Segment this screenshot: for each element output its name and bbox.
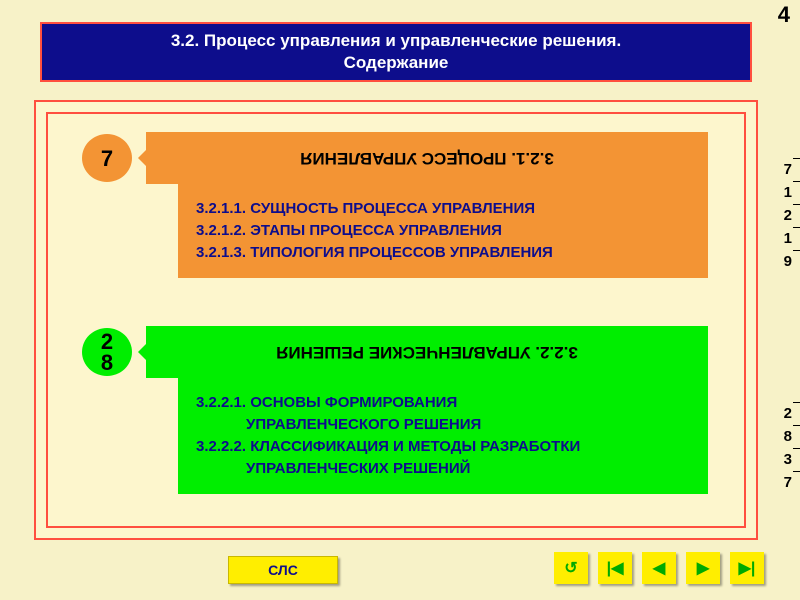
refresh-icon[interactable]: ↺ [554, 552, 588, 584]
side-number: 7 [784, 471, 792, 494]
section-1-heading: 3.2.1. ПРОЦЕСС УПРАВЛЕНИЯ [146, 132, 708, 184]
section-process-upravleniya [68, 132, 708, 278]
next-slide-icon[interactable]: ▶ [686, 552, 720, 584]
section-2-side-numbers [784, 402, 792, 494]
section-1-badge [82, 134, 132, 182]
side-number: 9 [784, 250, 792, 273]
list-item[interactable]: УПРАВЛЕНЧЕСКОГО РЕШЕНИЯ [196, 416, 482, 433]
content-frame [34, 100, 758, 540]
side-number: 2 [784, 402, 792, 425]
slc-button[interactable]: СЛС [228, 556, 338, 584]
page-title-line1: 3.2. Процесс управления и управленческие решения. [170, 31, 622, 50]
side-number: 1 [784, 227, 792, 250]
section-1-side-numbers [784, 158, 792, 273]
list-item[interactable]: 3.2.1.1. СУЩНОСТЬ ПРОЦЕССА УПРАВЛЕНИЯ [196, 200, 536, 217]
section-2-badge-value-1: 2 [100, 329, 114, 354]
list-item[interactable]: 3.2.1.2. ЭТАПЫ ПРОЦЕССА УПРАВЛЕНИЯ [196, 222, 502, 239]
side-number: 1 [784, 181, 792, 204]
section-2-banner-wrap [68, 326, 708, 378]
list-item[interactable]: УПРАВЛЕНЧЕСКИХ РЕШЕНИЙ [196, 460, 471, 477]
side-number: 7 [784, 158, 792, 181]
section-2-badge-value-2: 8 [100, 350, 114, 375]
navigation-bar [554, 552, 764, 584]
page-title-line2: Содержание [343, 53, 449, 72]
section-1-items [178, 184, 708, 278]
section-1-badge-value: 7 [100, 145, 114, 171]
section-2-badge [82, 328, 132, 376]
side-number: 8 [784, 425, 792, 448]
section-upravlencheskie-resheniya [68, 326, 708, 494]
list-item[interactable]: 3.2.1.3. ТИПОЛОГИЯ ПРОЦЕССОВ УПРАВЛЕНИЯ [196, 244, 553, 261]
page-number: 4 [777, 2, 790, 27]
section-1-banner-wrap [68, 132, 708, 184]
first-slide-icon[interactable]: |◀ [598, 552, 632, 584]
content-inner-frame [46, 112, 746, 528]
last-slide-icon[interactable]: ▶| [730, 552, 764, 584]
list-item[interactable]: 3.2.2.2. КЛАССИФИКАЦИЯ И МЕТОДЫ РАЗРАБОТКИ [196, 438, 581, 455]
list-item[interactable]: 3.2.2.1. ОСНОВЫ ФОРМИРОВАНИЯ [196, 394, 458, 411]
previous-slide-icon[interactable]: ◀ [642, 552, 676, 584]
section-2-items [178, 378, 708, 494]
side-number: 2 [784, 204, 792, 227]
side-number: 3 [784, 448, 792, 471]
slide-title-bar [40, 22, 752, 82]
section-2-heading: 3.2.2. УПРАВЛЕНЧЕСКИЕ РЕШЕНИЯ [146, 326, 708, 378]
